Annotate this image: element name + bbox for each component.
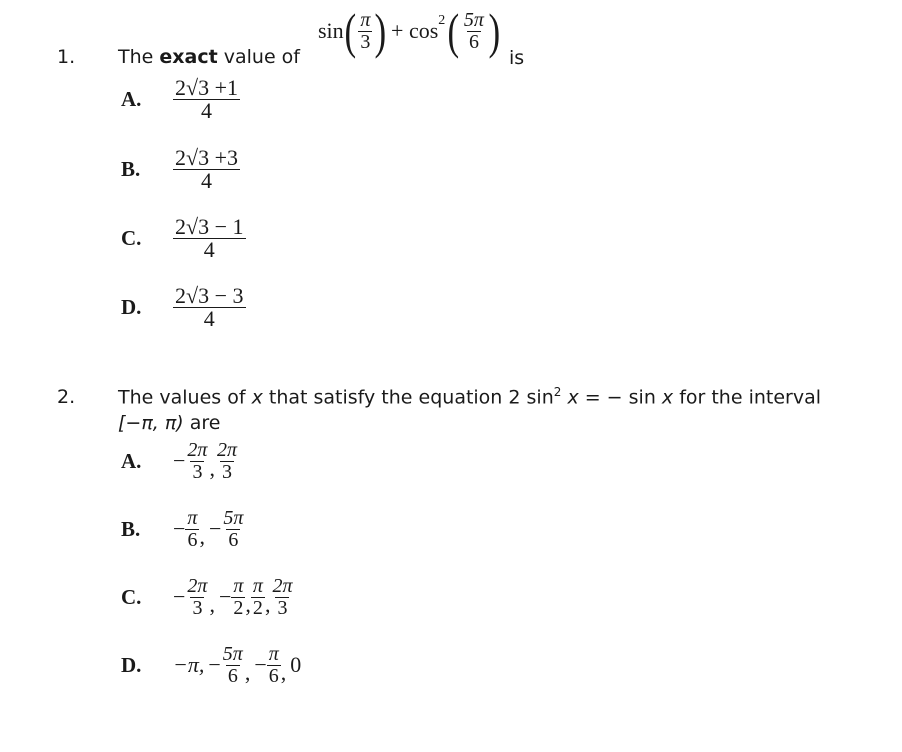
option-label: B. bbox=[121, 516, 141, 541]
prompt-text-end: are bbox=[183, 412, 221, 434]
denominator: 3 bbox=[192, 461, 203, 483]
option-fraction: $\frac{2√3 +3}{4}$ bbox=[175, 145, 238, 194]
denominator: 4 bbox=[173, 169, 240, 192]
denominator: 4 bbox=[173, 99, 240, 122]
fraction bbox=[270, 576, 294, 618]
minus-sign: − bbox=[173, 448, 186, 473]
prompt-text: The values of bbox=[118, 386, 252, 409]
fraction bbox=[231, 576, 245, 618]
sin-function: sin bbox=[318, 18, 344, 43]
num-tail: +3 bbox=[209, 145, 238, 170]
option-label: D. bbox=[121, 294, 142, 319]
fraction bbox=[215, 440, 239, 482]
q2-option-c[interactable]: C. − $\frac{2\pi}{3}$ , − $\frac{\pi}{2}$ , $\frac{\pi}{2}$ , $\frac{2\pi}{3}$ bbox=[121, 575, 293, 619]
num-tail: − 1 bbox=[209, 214, 244, 239]
question-2-prompt-line-1 bbox=[118, 385, 878, 408]
right-paren-2: ) bbox=[488, 3, 501, 59]
question-1-prompt bbox=[118, 46, 300, 68]
denominator: 3 bbox=[221, 461, 232, 483]
numerator: π bbox=[187, 507, 198, 529]
option-fraction: $\frac{2√3 - 3}{4}$ bbox=[175, 283, 244, 332]
denominator: 6 bbox=[468, 31, 479, 53]
square-exponent: 2 bbox=[553, 385, 562, 399]
right-paren: ) bbox=[374, 3, 387, 59]
denominator: 2 bbox=[252, 597, 263, 619]
left-paren-2: ( bbox=[447, 3, 460, 59]
option-label: C. bbox=[121, 584, 142, 609]
fraction bbox=[221, 644, 245, 686]
option-label: A. bbox=[121, 448, 142, 473]
variable-x: x bbox=[251, 386, 263, 409]
num-tail: − 3 bbox=[209, 283, 244, 308]
square-exponent: 2 bbox=[438, 13, 446, 28]
equation-rhs: = − sin bbox=[578, 386, 662, 409]
prompt-text-post: value of bbox=[217, 46, 300, 68]
q2-option-b[interactable]: B. − $\frac{\pi}{6}$ , − $\frac{5\pi}{6}$ bbox=[121, 507, 244, 551]
coef: 2 bbox=[175, 283, 186, 308]
minus-sign: − bbox=[208, 652, 221, 677]
question-1-prompt-end: is bbox=[509, 47, 525, 69]
q1-option-b[interactable] bbox=[121, 146, 240, 192]
option-fraction: $\frac{2√3 +1}{4}$ bbox=[175, 75, 238, 124]
denominator: 3 bbox=[360, 31, 371, 53]
numerator: π bbox=[233, 575, 244, 597]
question-1-number: 1. bbox=[57, 46, 76, 68]
fraction bbox=[267, 644, 281, 686]
numerator: 5π bbox=[223, 507, 244, 529]
left-paren: ( bbox=[344, 3, 356, 59]
prompt-bold-word: exact bbox=[159, 46, 218, 68]
q2-option-a[interactable]: A. − $\frac{2\pi}{3}$ , $\frac{2\pi}{3}$ bbox=[121, 439, 237, 483]
radicand: 3 bbox=[198, 145, 210, 170]
option-label: A. bbox=[121, 86, 142, 111]
numerator: 2π bbox=[187, 575, 208, 597]
q1-option-a[interactable] bbox=[121, 76, 240, 122]
option-label: B. bbox=[121, 156, 141, 181]
fraction bbox=[221, 508, 245, 550]
question-1-expression bbox=[318, 3, 503, 66]
5pi-over-6-fraction bbox=[462, 10, 486, 52]
numerator: π bbox=[252, 575, 263, 597]
pi-over-3-fraction bbox=[358, 10, 372, 52]
prompt-text: The bbox=[118, 46, 160, 68]
fraction bbox=[185, 576, 209, 618]
numerator: 2π bbox=[187, 439, 208, 461]
coef: 2 bbox=[175, 145, 186, 170]
denominator: 2 bbox=[233, 597, 244, 619]
minus-sign: − bbox=[173, 516, 186, 541]
fraction bbox=[185, 508, 199, 550]
option-label: C. bbox=[121, 225, 142, 250]
question-2-prompt-line-2 bbox=[118, 412, 220, 434]
option-fraction: $\frac{2√3 - 1}{4}$ bbox=[175, 214, 244, 263]
question-2-number: 2. bbox=[57, 386, 76, 408]
denominator: 6 bbox=[228, 529, 239, 551]
numerator: π bbox=[360, 9, 371, 31]
radicand: 3 bbox=[198, 283, 210, 308]
denominator: 6 bbox=[227, 665, 238, 687]
fraction bbox=[185, 440, 209, 482]
coef: 2 bbox=[175, 75, 186, 100]
term-zero: 0 bbox=[290, 652, 302, 677]
q1-option-d[interactable] bbox=[121, 284, 246, 330]
prompt-text-post: for the interval bbox=[673, 386, 822, 409]
term-neg-pi: −π, bbox=[173, 652, 205, 677]
variable-x: x bbox=[567, 386, 579, 409]
option-label: D. bbox=[121, 652, 142, 677]
q2-option-d[interactable]: D. −π, − $\frac{5\pi}{6}$ , − $\frac{\pi}{6}$ , 0 bbox=[121, 643, 302, 687]
interval: [−π, π) bbox=[118, 412, 184, 434]
num-tail: +1 bbox=[209, 75, 238, 100]
minus-sign: − bbox=[218, 584, 232, 609]
numerator: 2π bbox=[272, 575, 293, 597]
minus-sign: − bbox=[254, 652, 267, 677]
q1-option-c[interactable] bbox=[121, 215, 246, 261]
minus-sign: − bbox=[173, 584, 186, 609]
coef: 2 bbox=[175, 214, 186, 239]
denominator: 4 bbox=[173, 238, 246, 261]
denominator: 3 bbox=[277, 597, 288, 619]
numerator: 5π bbox=[463, 9, 484, 31]
numerator: 5π bbox=[222, 643, 243, 665]
radicand: 3 bbox=[198, 214, 210, 239]
plus-cos: + cos bbox=[391, 18, 439, 43]
denominator: 6 bbox=[268, 665, 279, 687]
prompt-text-mid: that satisfy the equation bbox=[262, 386, 509, 409]
equation-lhs: 2 sin bbox=[508, 386, 554, 409]
numerator: π bbox=[268, 643, 279, 665]
variable-x: x bbox=[661, 386, 674, 409]
denominator: 6 bbox=[187, 529, 198, 551]
minus-sign: − bbox=[208, 516, 222, 541]
denominator: 4 bbox=[173, 307, 246, 330]
fraction bbox=[251, 576, 265, 618]
numerator: 2π bbox=[216, 439, 237, 461]
denominator: 3 bbox=[192, 597, 203, 619]
radicand: 3 bbox=[198, 75, 210, 100]
